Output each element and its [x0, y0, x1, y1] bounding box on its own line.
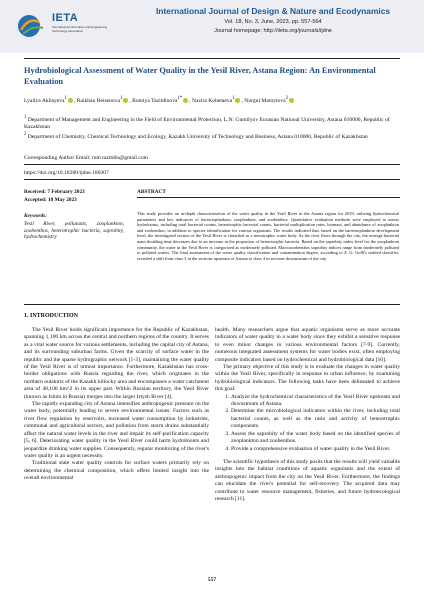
divider [24, 58, 400, 59]
received-date: Received: 7 February 2023 [24, 189, 85, 195]
task-item: 4. Provide a comprehensive evaluation of water quality in the Yesil River. [231, 446, 400, 453]
paragraph: The rapidly expanding city of Astana intensifies anthropogenic pressure on the water body, potentially leading to severe environmental issues. Factors such as river flow regulation by reservoirs, increased water consumption by industries, communal and agricultural sectors, and pollution from storm drains substantially affect the natural water levels in the river and impair its self-purification capacity [5, 6]. Deteriorating water quality in the Yesil River could harm hydrobionts and jeopardize drinking water supplies. Consequently, regular monitoring of the river's water quality is an urgent necessity. [24, 401, 209, 459]
author-list: Lyailya Akbayeva$^1$ , Raikhan Beisenova$^1$ , Rumiya Tazitdinova$^{1*}$ , Nazira Kobetaeva$^1$ , Nurgul Mamytova$^2$ [24, 96, 404, 104]
author-sup: 1 [64, 96, 67, 101]
abstract-text: This study provides an in-depth characterization of the water quality in the Yesil River in the Astana region for 2019, utilizing hydrochemical parameters and key indicators of bacterioplankton, zooplankton, and zoobenthos. Quantitative evaluation methods were employed to assess hydrobionts, including total bacterial counts, heterotrophic bacterial counts, bacterial multiplication rates, biomass, and abundance of zooplankton and zoobenthos, in addition to species identification for various organisms. The results indicated that, based on the bacterioplankton development level, the investigated section of the Yesil River is classified as a mesotrophic water body. As the river flows through the city, the average bacterial mass doubling time decreases due to an increase in the proportion of heterotrophic bacteria. Based on the saprobity index level for the zooplankton community, the water in the Yesil River is categorized as moderately polluted. Macrozoobenthos saprobity indices range from moderately polluted to polluted waters. The final assessment of the water quality classification and contamination degree, according to Z. G. Gollf's unified classifier, revealed a shift from class 3 in the sections upstream of Astana to class 4 in sections downstream of the city. [137, 211, 399, 261]
paragraph: Traditional state water quality controls for surface waters primarily rely on determining the chemical composition, which offers limited insight into the overall environmental [24, 460, 209, 482]
author-name[interactable]: Nazira Kobetaeva [191, 97, 233, 104]
divider [24, 304, 400, 305]
affiliation-2: $^2$ Department of Chemistry, Chemical Technology and Ecology, Kazakh University of Technology and Business, Astana 010000, Republic of Kazakhstan [24, 132, 368, 140]
doi-link[interactable]: https://doi.org/10.18280/ijdne.180307 [24, 170, 109, 176]
author-sup: 2 [285, 96, 288, 101]
journal-volume: Vol. 18, No. 3, June, 2023, pp. 557-564 [224, 19, 322, 25]
orcid-icon[interactable] [183, 98, 188, 103]
logo-text: IETA [52, 12, 79, 24]
task-item: 3. Assess the saprobity of the water body based on the identified species of zooplankton and zoobenthos. [231, 431, 400, 446]
paragraph: The primary objective of this study is to evaluate the changes in water quality within the Yesil River, specifically in response to urban influence, by examining hydrobiological indicators. The following tasks have been delineated to achieve this goal: [215, 364, 400, 393]
task-item: 1. Analyze the hydrochemical characteristics of the Yesil River upstream and downstream of Astana. [231, 394, 400, 409]
page-number: 557 [207, 577, 217, 583]
divider [24, 164, 400, 165]
task-list [215, 394, 400, 453]
divider [24, 179, 400, 180]
affiliation-1: $^1$ Department of Management and Engineering in the Field of Environmental Protection, L.N. Gumilyov Eurasian National University, Astana 010000, Republic of Kazakhstan [24, 115, 390, 130]
left-column [24, 327, 209, 483]
author-sup: 1 [232, 96, 235, 101]
author-name[interactable]: Raikhan Beisenova [76, 97, 121, 104]
divider [137, 197, 400, 198]
keywords: Yesil River, pollutants, zooplankton, zoobenthos, heterotrophic bacteria, saprobity, hydrochemistry [24, 221, 124, 241]
paragraph: health. Many researchers argue that aquatic organisms serve as more accurate indicators of water quality in a water body since they exhibit a sensitive response to even minor changes in various environmental factors [7-9]. Currently, numerous integrated assessment systems for water bodies exist, often employing composite indicators based on hydrochemical and hydrobiological data [10]. [215, 327, 400, 363]
paragraph: The Yesil River holds significant importance for the Republic of Kazakhstan, spanning 1,100 km across the central and northern regions of the country. It serves as a vital water source for various settlements, including the capital city of Astana, and its surrounding suburban farms. Given the scarcity of surface water in the republic and the sparse hydrographic network [1-3], maintaining the water quality of the Yesil River is of utmost importance. Furthermore, Kazakhstan has cross-border obligations with Russia regarding the river, which originates in the northern outskirts of the Kazakh hillocky area and encompasses a water catchment area of 48,100 km^2 in its upper part. Within Russian territory, the Yesil River (known as Ishim in Russia) merges into the larger Irtysh River [4]. [24, 327, 209, 400]
orcid-icon[interactable] [68, 98, 73, 103]
journal-homepage[interactable]: Journal homepage: http://iieta.org/journals/ijdne [214, 28, 332, 34]
accepted-date: Accepted: 10 May 2023 [24, 197, 77, 203]
paper-title: Hydrobiological Assessment of Water Quality in the Yesil River, Astana Region: An Environmental Evaluation [24, 66, 376, 86]
orcid-icon[interactable] [289, 98, 294, 103]
journal-header [0, 0, 424, 53]
author-sup: 1 [120, 96, 123, 101]
logo-subtitle: International Information and Engineering Technology Association [52, 25, 108, 33]
paragraph: The scientific hypothesis of this study posits that the results will yield valuable insights into the habitat conditions of aquatic organisms and the extent of anthropogenic impact from the city on the Yesil River. Furthermore, the findings can elucidate the river's potential for self-recovery. The acquired data may contribute to water resource management, fisheries, and future hydroecological research [11]. [215, 458, 400, 502]
journal-title: International Journal of Design & Nature and Ecodynamics [155, 6, 391, 16]
ieta-logo-icon [17, 13, 51, 39]
section-heading: 1. INTRODUCTION [24, 313, 79, 319]
orcid-icon[interactable] [235, 98, 240, 103]
orcid-icon[interactable] [123, 98, 128, 103]
abstract-label: ABSTRACT [137, 189, 166, 195]
keywords-label: Keywords: [24, 213, 47, 219]
corresponding-author: Corresponding Author Email: rum.tazitdin@gmail.com [24, 155, 148, 161]
author-sup: 1* [177, 96, 183, 101]
task-item: 2. Determine the microbiological indicators within the river, including total bacterial counts, as well as the ratio and activity of heterotrophic components. [231, 408, 400, 430]
right-column [215, 327, 400, 503]
author-name[interactable]: Nurgul Mamytova [244, 97, 286, 104]
author-name[interactable]: Rumiya Tazitdinova [132, 97, 178, 104]
author-name[interactable]: Lyailya Akbayeva [24, 97, 65, 104]
